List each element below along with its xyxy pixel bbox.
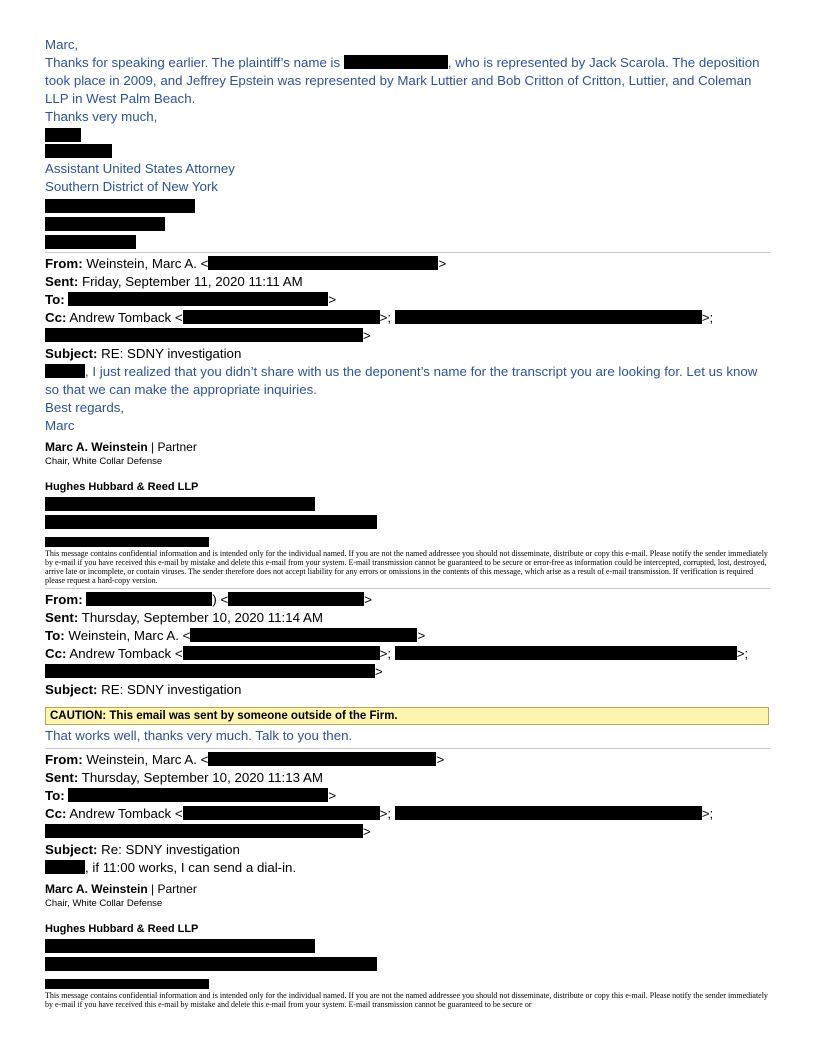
redaction: [45, 537, 209, 547]
divider: [45, 588, 771, 589]
redaction: [45, 979, 209, 989]
sent-line: Sent: Thursday, September 10, 2020 11:14 AM: [45, 610, 323, 625]
redaction: [45, 217, 165, 231]
redaction: [45, 957, 377, 971]
reply-line-2: took place in 2009, and Jeffrey Epstein was represented by Mark Luttier and Bob Critton of Critton, Luttier, and Coleman: [45, 73, 752, 88]
redaction: [190, 628, 417, 642]
cc-line-2: >: [45, 663, 771, 681]
redaction: [68, 788, 328, 802]
redaction: [68, 292, 328, 306]
reply-top: [45, 36, 771, 249]
firm-name: Hughes Hubbard & Reed LLP: [45, 923, 199, 935]
cc-line-2: >: [45, 823, 771, 841]
body-line-2: so that we can make the appropriate inquiries.: [45, 382, 318, 397]
divider: [45, 252, 771, 253]
closing: Thanks very much,: [45, 109, 158, 124]
redaction: [183, 310, 380, 324]
redaction: [45, 497, 315, 511]
to-line: To: >: [45, 788, 337, 803]
redaction: [45, 144, 112, 158]
sent-line: Sent: Thursday, September 10, 2020 11:13 AM: [45, 770, 323, 785]
body-line-1: , I just realized that you didn’t share with us the deponent’s name for the transcript you are looking for. Let us know: [45, 363, 771, 381]
redaction: [183, 646, 380, 660]
sign-off: Marc: [45, 418, 75, 433]
from-line: From: ) < >: [45, 592, 373, 607]
regards: Best regards,: [45, 400, 125, 415]
from-line: From: Weinstein, Marc A. < >: [45, 752, 445, 767]
subject-line: Subject: RE: SDNY investigation: [45, 346, 242, 361]
email-header-1: [45, 255, 771, 363]
redaction: [45, 515, 377, 529]
redaction: [395, 310, 702, 324]
sent-line: Sent: Friday, September 11, 2020 11:11 AM: [45, 274, 303, 289]
redaction: [45, 664, 375, 678]
body-line: , if 11:00 works, I can send a dial-in.: [45, 859, 771, 877]
redaction: [45, 328, 363, 342]
firm-name: Hughes Hubbard & Reed LLP: [45, 481, 199, 493]
redaction: [395, 806, 702, 820]
redaction: [45, 939, 315, 953]
redaction: [45, 235, 136, 249]
signature-title-2: Southern District of New York: [45, 179, 218, 194]
redaction: [228, 592, 364, 606]
signature-name: Marc A. Weinstein | Partner: [45, 440, 197, 454]
email-header-2: [45, 591, 771, 699]
greeting: Marc,: [45, 37, 79, 52]
cc-line-2: >: [45, 327, 771, 345]
to-line: To: Weinstein, Marc A. < >: [45, 628, 426, 643]
redaction: [45, 364, 85, 378]
redaction: [208, 752, 436, 766]
external-caution-banner: CAUTION: This email was sent by someone outside of the Firm.: [45, 707, 769, 725]
signature-name: Marc A. Weinstein | Partner: [45, 882, 197, 896]
redaction: [344, 55, 448, 69]
cc-line: Cc: Andrew Tomback < >; >;: [45, 646, 749, 661]
subject-line: Subject: RE: SDNY investigation: [45, 682, 242, 697]
email-body-1: [45, 363, 771, 585]
redaction: [86, 592, 212, 606]
signature-title-1: Assistant United States Attorney: [45, 161, 235, 176]
redaction: [45, 199, 195, 213]
from-line: From: Weinstein, Marc A. < >: [45, 256, 447, 271]
disclaimer: This message contains confidential information and is intended only for the individual named. If you are not the named addressee you should not disseminate, distribute or copy this e-mail. Please notify the sender immediately by e-mail if you have received this e-mail by mistake and delete this e-mail from your system. E-mail transmission cannot be guaranteed to be secure or error-free as information could be intercepted, corrupted, lost, destroyed, arrive late or incomplete, or contain viruses. The sender therefore does not accept liability for any errors or omissions in the contents of this message, which arise as a result of e-mail transmission. If verification is required please request a hard-copy version.: [45, 549, 768, 585]
email-thread: [45, 36, 771, 1009]
redaction: [395, 646, 737, 660]
reply-line-1: Thanks for speaking earlier. The plaintiff’s name is , who is represented by Jack Scarola. The deposition: [45, 55, 760, 70]
signature-title: Chair, White Collar Defense: [45, 898, 163, 909]
to-line: To: >: [45, 292, 337, 307]
redaction: [45, 860, 85, 874]
email-body-3: [45, 859, 771, 1009]
email-body-2: That works well, thanks very much. Talk to you then.: [45, 728, 353, 743]
signature-title: Chair, White Collar Defense: [45, 456, 163, 467]
reply-line-3: LLP in West Palm Beach.: [45, 91, 196, 106]
redaction: [183, 806, 380, 820]
redaction: [208, 256, 438, 270]
redaction: [45, 824, 363, 838]
cc-line: Cc: Andrew Tomback < >; >;: [45, 806, 714, 821]
email-header-3: [45, 751, 771, 859]
subject-line: Subject: Re: SDNY investigation: [45, 842, 240, 857]
cc-line: Cc: Andrew Tomback < >; >;: [45, 310, 714, 325]
disclaimer: This message contains confidential information and is intended only for the individual named. If you are not the named addressee you should not disseminate, distribute or copy this e-mail. Please notify the sender immediately by e-mail if you have received this e-mail by mistake and delete this e-mail from your system. E-mail transmission cannot be guaranteed to be secure or: [45, 991, 768, 1009]
redaction: [45, 128, 81, 142]
divider: [45, 748, 771, 749]
